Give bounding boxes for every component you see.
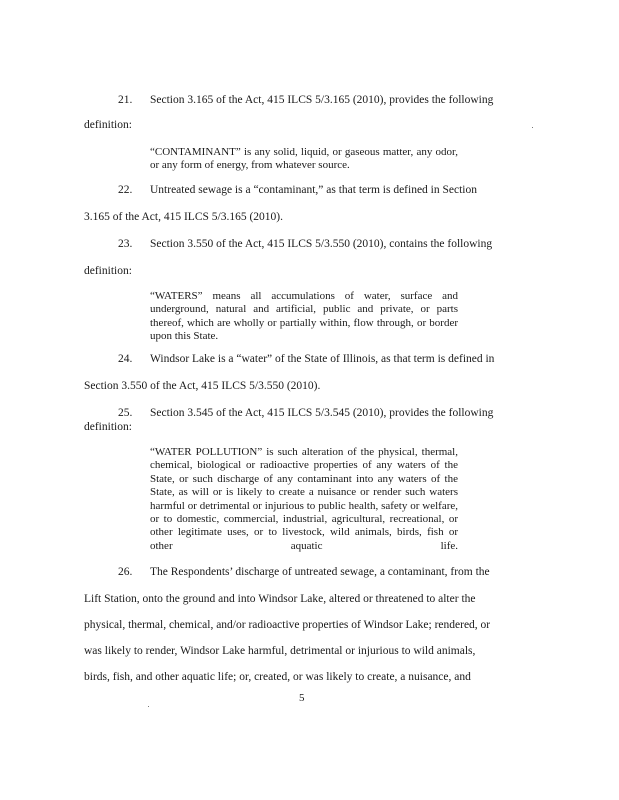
paragraph-24-number: 24. (118, 353, 133, 365)
paragraph-25-number: 25. (118, 407, 133, 419)
paragraph-23-number: 23. (118, 238, 133, 250)
paragraph-22-number: 22. (118, 184, 133, 196)
paragraph-21-line2: definition: (84, 119, 132, 131)
paragraph-26-number: 26. (118, 566, 133, 578)
paragraph-24-line1: Windsor Lake is a “water” of the State of Illinois, as that term is defined in (150, 353, 495, 365)
paragraph-25-line1: Section 3.545 of the Act, 415 ILCS 5/3.545 (2010), provides the following (150, 407, 494, 419)
paragraph-26-line2: Lift Station, onto the ground and into Windsor Lake, altered or threatened to alter the (84, 593, 476, 605)
scan-speck (532, 127, 533, 128)
paragraph-23-line2: definition: (84, 265, 132, 277)
scan-speck (148, 706, 149, 707)
paragraph-23-quote: “WATERS” means all accumulations of water, surface and underground, natural and artificial, public and private, or parts thereof, which are wholly or partially within, flow through, or border upon this State. (150, 290, 458, 343)
paragraph-26-line3: physical, thermal, chemical, and/or radioactive properties of Windsor Lake; rendered, or (84, 619, 491, 631)
paragraph-22-line1: Untreated sewage is a “contaminant,” as that term is defined in Section (150, 184, 477, 196)
paragraph-23-line1: Section 3.550 of the Act, 415 ILCS 5/3.550 (2010), contains the following (150, 238, 493, 250)
paragraph-26-line5: birds, fish, and other aquatic life; or, created, or was likely to create, a nuisance, and (84, 671, 471, 683)
paragraph-21-number: 21. (118, 94, 133, 106)
paragraph-21-quote: “CONTAMINANT” is any solid, liquid, or gaseous matter, any odor, or any form of energy, from whatever source. (150, 146, 458, 172)
paragraph-25-quote: “WATER POLLUTION” is such alteration of the physical, thermal, chemical, biological or radioactive properties of any waters of the State, or such discharge of any contaminant into any waters of the State, as will or is likely to create a nuisance or render such waters harmful or detrimental or injurious to public health, safety or welfare, or to domestic, commercial, industrial, agricultural, recreational, or other legitimate uses, or to livestock, wild animals, birds, fish or other aquatic life. (150, 446, 458, 552)
paragraph-25-line2: definition: (84, 421, 132, 433)
paragraph-22-line2: 3.165 of the Act, 415 ILCS 5/3.165 (2010). (84, 211, 283, 223)
page-number: 5 (299, 692, 305, 704)
paragraph-21-line1: Section 3.165 of the Act, 415 ILCS 5/3.165 (2010), provides the following (150, 94, 494, 106)
paragraph-24-line2: Section 3.550 of the Act, 415 ILCS 5/3.550 (2010). (84, 380, 321, 392)
paragraph-26-line1: The Respondents’ discharge of untreated sewage, a contaminant, from the (150, 566, 490, 578)
paragraph-26-line4: was likely to render, Windsor Lake harmful, detrimental or injurious to wild animals, (84, 645, 476, 657)
